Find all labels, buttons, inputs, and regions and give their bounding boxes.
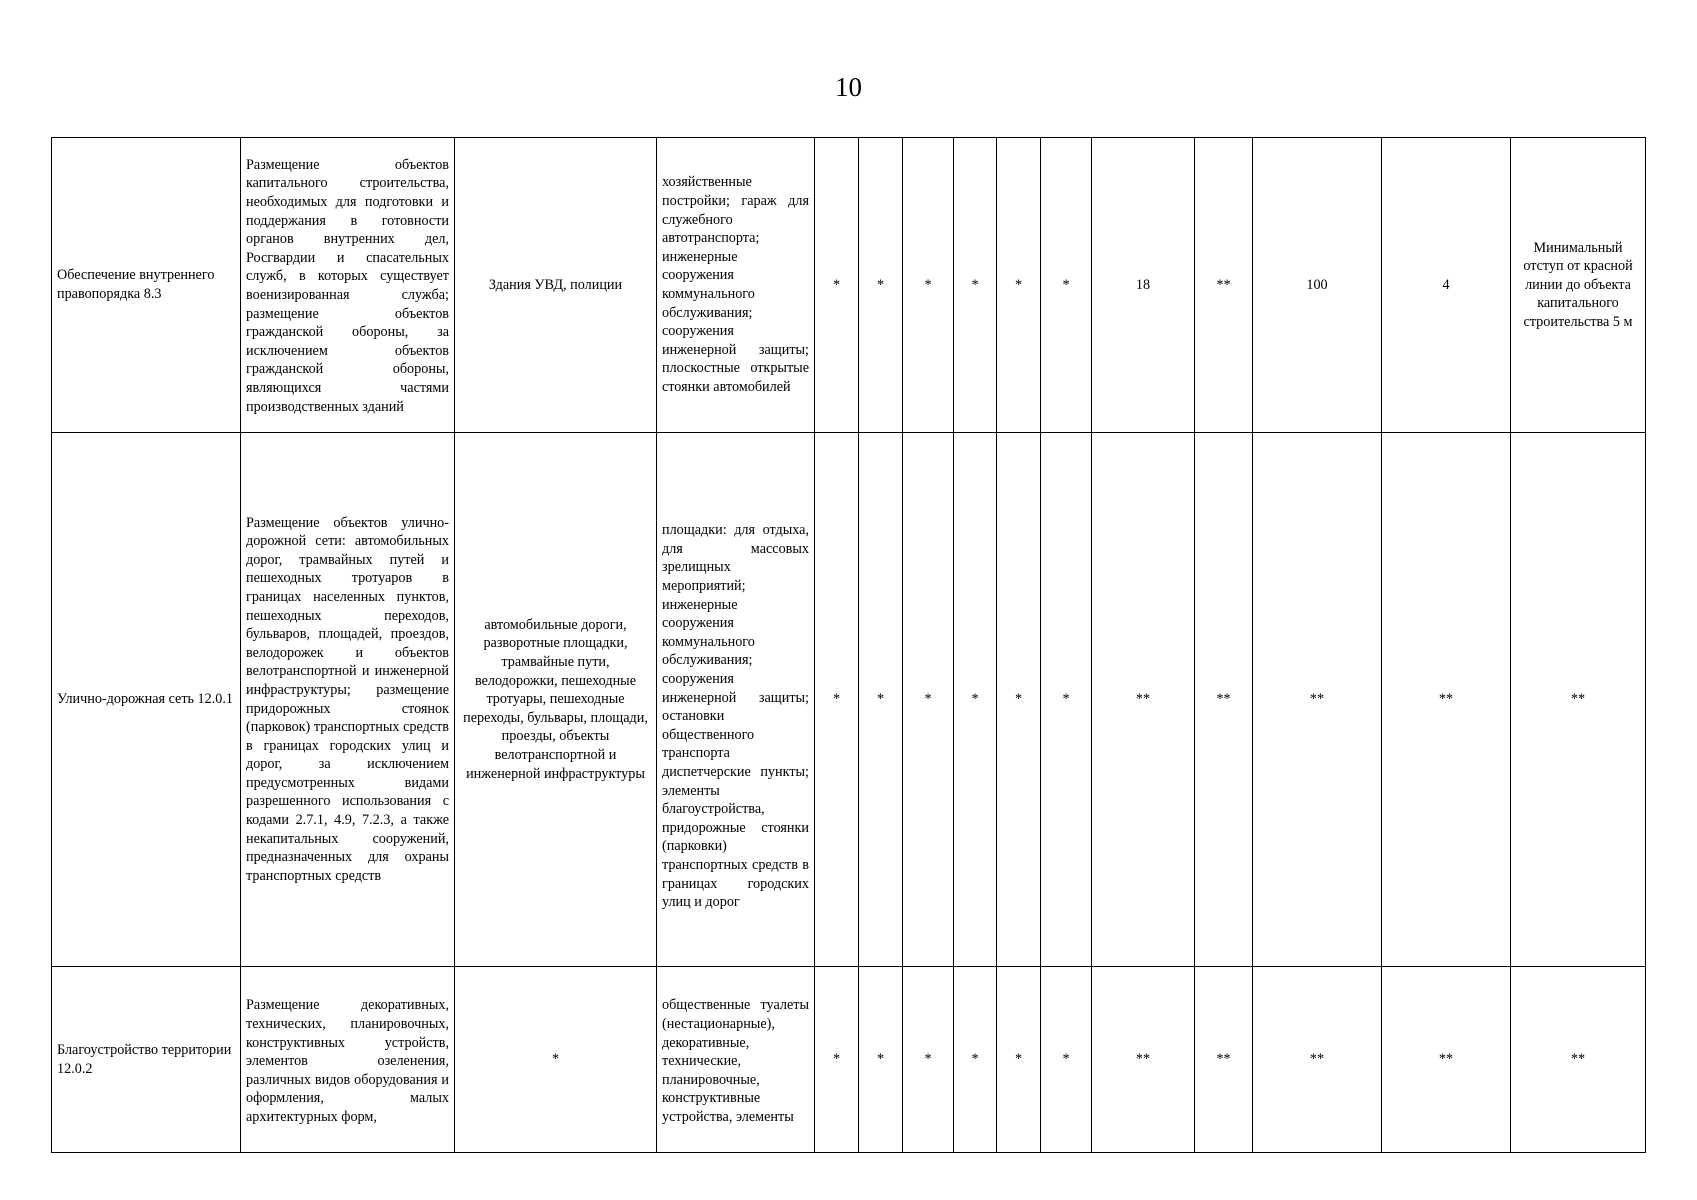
param-note: ** <box>1511 967 1646 1153</box>
param-cell: ** <box>1092 967 1195 1153</box>
param-cell: 100 <box>1253 138 1382 433</box>
use-type-description: Размещение объектов капитального строительства, необходимых для подготовки и поддержания в готовности органов внутренних дел, Росгвардии и спасательных служб, в которых существует военизированная служба; размещение объектов гражданской обороны, за исключением объектов гражданской обороны, являющихся частями производственных зданий <box>241 138 455 433</box>
use-type-name: Улично-дорожная сеть 12.0.1 <box>52 433 241 967</box>
table-row <box>52 967 1646 1153</box>
param-note: ** <box>1511 433 1646 967</box>
main-uses: * <box>455 967 657 1153</box>
param-cell: * <box>1041 433 1092 967</box>
param-cell: * <box>815 433 859 967</box>
param-cell: * <box>954 138 997 433</box>
param-note: Минимальный отступ от красной линии до объекта капитального строительства 5 м <box>1511 138 1646 433</box>
use-type-name: Обеспечение внутреннего правопорядка 8.3 <box>52 138 241 433</box>
param-cell: ** <box>1092 433 1195 967</box>
param-cell: ** <box>1195 433 1253 967</box>
param-cell: * <box>954 433 997 967</box>
param-cell: ** <box>1253 433 1382 967</box>
param-cell: * <box>954 967 997 1153</box>
param-cell: * <box>997 967 1041 1153</box>
use-type-description: Размещение объектов улично-дорожной сети: автомобильных дорог, трамвайных путей и пешеходных тротуаров в границах населенных пунктов, пешеходных переходов, бульваров, площадей, проездов, велодорожек и объектов велотранспортной и инженерной инфраструктуры; размещение придорожных стоянок (парковок) транспортных средств в границах городских улиц и дорог, за исключением предусмотренных видами разрешенного использования с кодами 2.7.1, 4.9, 7.2.3, а также некапитальных сооружений, предназначенных для охраны транспортных средств <box>241 433 455 967</box>
main-uses: автомобильные дороги, разворотные площадки, трамвайные пути, велодорожки, пешеходные тротуары, пешеходные переходы, бульвары, площади, проезды, объекты велотранспортной и инженерной инфраструктуры <box>455 433 657 967</box>
param-cell: * <box>997 433 1041 967</box>
param-cell: ** <box>1382 433 1511 967</box>
param-cell: * <box>859 967 903 1153</box>
param-cell: 18 <box>1092 138 1195 433</box>
auxiliary-uses: площадки: для отдыха, для массовых зрелищных мероприятий; инженерные сооружения коммунального обслуживания; сооружения инженерной защиты; остановки общественного транспорта диспетчерские пункты; элементы благоустройства, придорожные стоянки (парковки) транспортных средств в границах городских улиц и дорог <box>657 433 815 967</box>
param-cell: * <box>903 433 954 967</box>
auxiliary-uses: общественные туалеты (нестационарные), декоративные, технические, планировочные, конструктивные устройства, элементы <box>657 967 815 1153</box>
param-cell: 4 <box>1382 138 1511 433</box>
param-cell: * <box>997 138 1041 433</box>
param-cell: * <box>859 138 903 433</box>
main-uses: Здания УВД, полиции <box>455 138 657 433</box>
table-row <box>52 138 1646 433</box>
page-number: 10 <box>835 72 862 102</box>
use-type-name: Благоустройство территории 12.0.2 <box>52 967 241 1153</box>
param-cell: * <box>903 138 954 433</box>
param-cell: * <box>1041 138 1092 433</box>
param-cell: * <box>1041 967 1092 1153</box>
land-use-regulations-table <box>51 137 1646 1153</box>
param-cell: ** <box>1382 967 1511 1153</box>
param-cell: * <box>859 433 903 967</box>
param-cell: ** <box>1195 138 1253 433</box>
auxiliary-uses: хозяйственные постройки; гараж для служебного автотранспорта; инженерные сооружения коммунального обслуживания; сооружения инженерной защиты; плоскостные открытые стоянки автомобилей <box>657 138 815 433</box>
param-cell: * <box>815 967 859 1153</box>
param-cell: ** <box>1253 967 1382 1153</box>
param-cell: * <box>815 138 859 433</box>
param-cell: * <box>903 967 954 1153</box>
use-type-description: Размещение декоративных, технических, планировочных, конструктивных устройств, элементов озеленения, различных видов оборудования и оформления, малых архитектурных форм, <box>241 967 455 1153</box>
param-cell: ** <box>1195 967 1253 1153</box>
table-row <box>52 433 1646 967</box>
